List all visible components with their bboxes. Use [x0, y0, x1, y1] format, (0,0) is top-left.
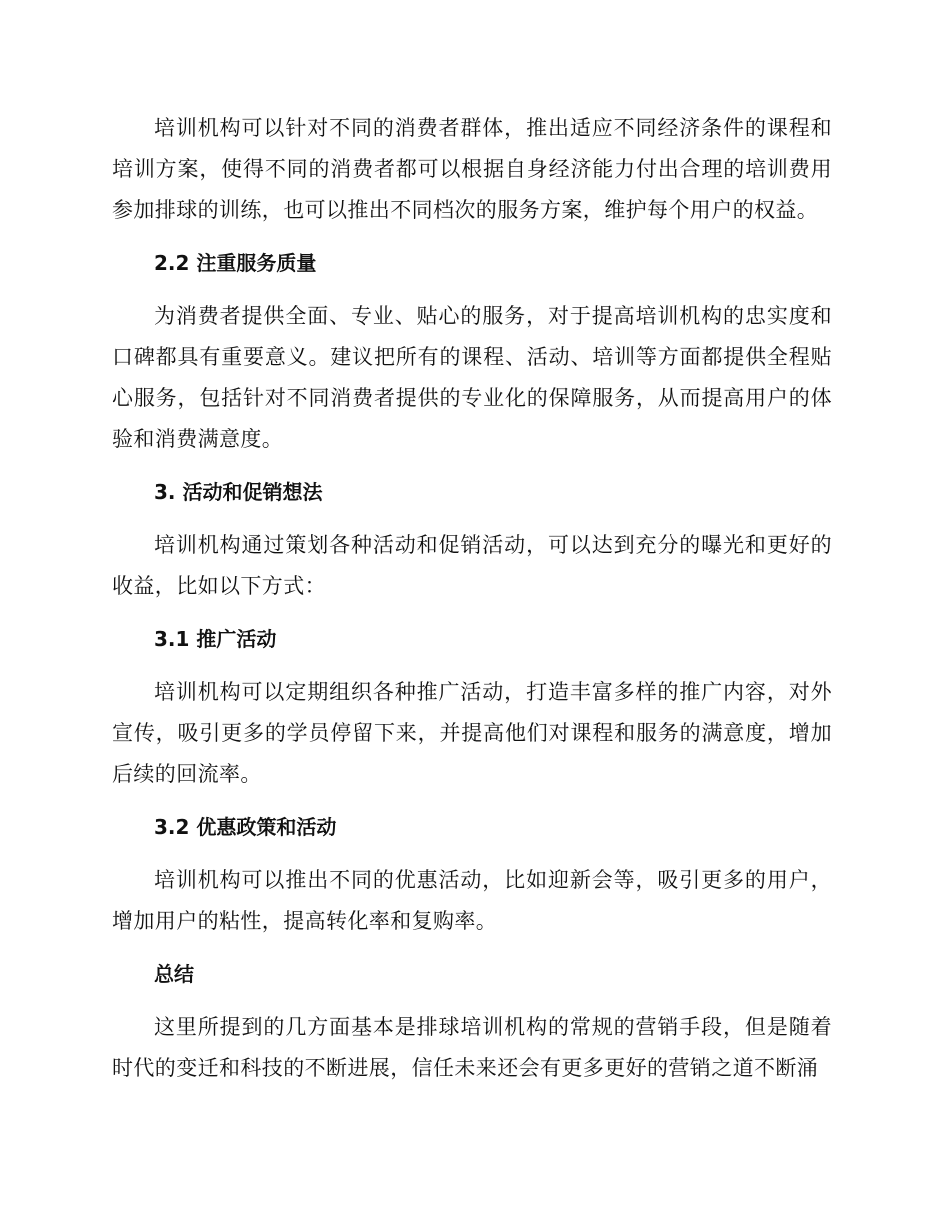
section-heading-summary: 总结: [154, 962, 194, 986]
paragraph-discount-policy: 培训机构可以推出不同的优惠活动，比如迎新会等，吸引更多的用户，增加用户的粘性，提高转化率和复购率。: [112, 868, 832, 933]
section-heading-3-1: 3.1 推广活动: [154, 627, 277, 651]
section-heading-3: 3. 活动和促销想法: [154, 480, 323, 504]
paragraph-summary: 这里所提到的几方面基本是排球培训机构的常规的营销手段，但是随着时代的变迁和科技的不断进展，信任未来还会有更多更好的营销之道不断涌: [112, 1015, 832, 1080]
paragraph-activities-intro: 培训机构通过策划各种活动和促销活动，可以达到充分的曝光和更好的收益，比如以下方式：: [112, 533, 832, 598]
paragraph-pricing-plans: 培训机构可以针对不同的消费者群体，推出适应不同经济条件的课程和培训方案，使得不同的消费者都可以根据自身经济能力付出合理的培训费用参加排球的训练，也可以推出不同档次的服务方案，维护每个用户的权益。: [112, 116, 832, 222]
paragraph-service-quality: 为消费者提供全面、专业、贴心的服务，对于提高培训机构的忠实度和口碑都具有重要意义。建议把所有的课程、活动、培训等方面都提供全程贴心服务，包括针对不同消费者提供的专业化的保障服务，从而提高用户的体验和消费满意度。: [112, 304, 832, 451]
paragraph-promotion-activities: 培训机构可以定期组织各种推广活动，打造丰富多样的推广内容，对外宣传，吸引更多的学员停留下来，并提高他们对课程和服务的满意度，增加后续的回流率。: [112, 680, 832, 786]
document-body: [112, 108, 832, 1101]
section-heading-3-2: 3.2 优惠政策和活动: [154, 815, 337, 839]
section-heading-2-2: 2.2 注重服务质量: [154, 251, 317, 275]
